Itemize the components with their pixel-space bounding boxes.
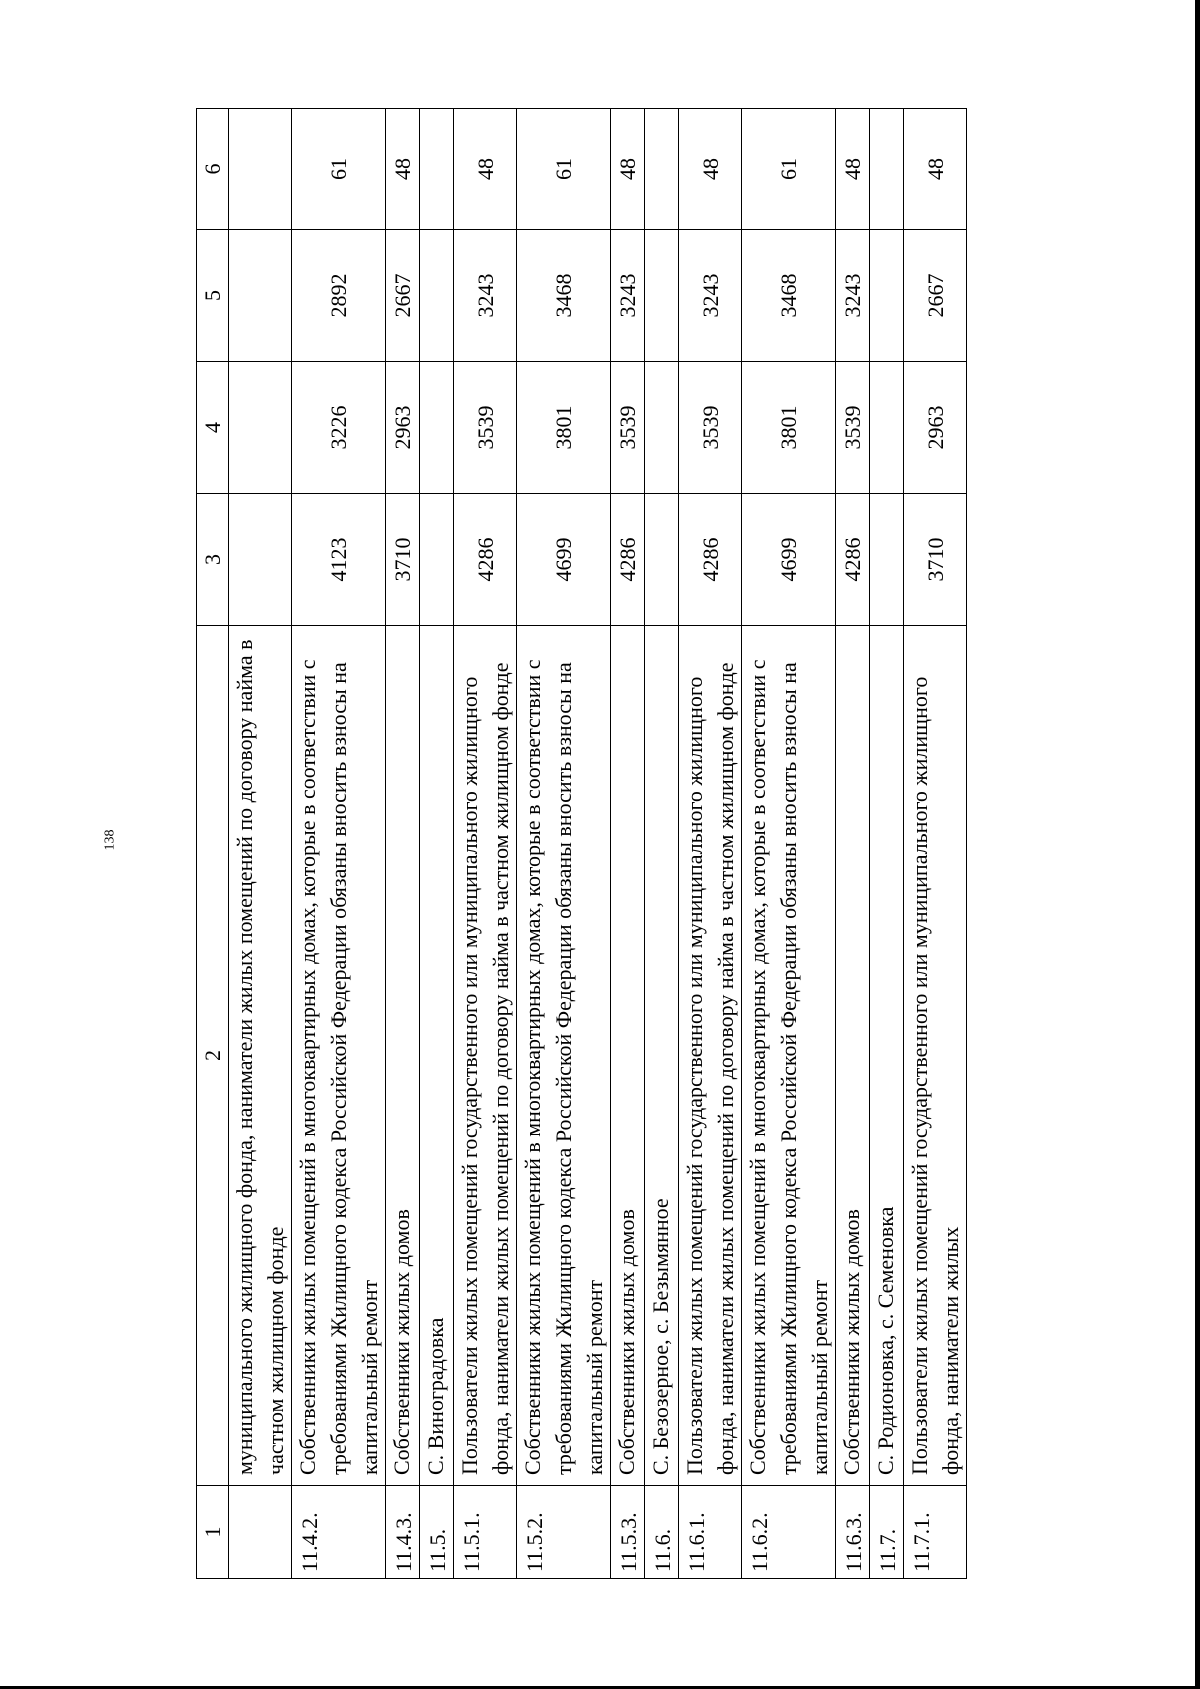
table-body bbox=[229, 109, 967, 1579]
row-col5-cell bbox=[229, 230, 292, 362]
table-row bbox=[386, 109, 420, 1579]
row-col6-cell bbox=[645, 109, 679, 230]
row-col3-cell: 4123 bbox=[292, 494, 386, 626]
row-col6-cell: 48 bbox=[386, 109, 420, 230]
row-col4-cell: 3539 bbox=[679, 362, 742, 494]
table-row bbox=[454, 109, 517, 1579]
row-col5-cell: 2892 bbox=[292, 230, 386, 362]
table-row bbox=[229, 109, 292, 1579]
row-col4-cell: 3226 bbox=[292, 362, 386, 494]
header-col-5: 5 bbox=[197, 230, 229, 362]
row-col5-cell bbox=[870, 230, 904, 362]
row-name-cell: муниципального жилищного фонда, наниматели жилых помещений по договору найма в частном жилищном фонде bbox=[229, 626, 292, 1486]
row-col5-cell: 3243 bbox=[454, 230, 517, 362]
table-row bbox=[742, 109, 836, 1579]
row-col4-cell: 2963 bbox=[386, 362, 420, 494]
table-row bbox=[645, 109, 679, 1579]
row-number-cell: 11.7.1. bbox=[904, 1486, 967, 1579]
row-col3-cell: 3710 bbox=[904, 494, 967, 626]
row-col4-cell bbox=[870, 362, 904, 494]
row-name-cell: Пользователи жилых помещений государственного или муниципального жилищного фонда, наниматели жилых помещений по договору найма в частном жилищном фонде bbox=[454, 626, 517, 1486]
row-name-cell: Собственники жилых домов bbox=[836, 626, 870, 1486]
row-name-cell: Собственники жилых помещений в многоквартирных домах, которые в соответствии с требованиями Жилищного кодекса Российской Федерации обязаны вносить взносы на капитальный ремонт bbox=[517, 626, 611, 1486]
row-col3-cell: 4286 bbox=[836, 494, 870, 626]
row-col4-cell bbox=[645, 362, 679, 494]
row-name-cell: Пользователи жилых помещений государственного или муниципального жилищного фонда, наниматели жилых bbox=[904, 626, 967, 1486]
row-col5-cell bbox=[645, 230, 679, 362]
row-col5-cell: 3243 bbox=[836, 230, 870, 362]
header-col-1: 1 bbox=[197, 1486, 229, 1579]
row-col4-cell: 3539 bbox=[611, 362, 645, 494]
header-col-3: 3 bbox=[197, 494, 229, 626]
row-number-cell: 11.6.3. bbox=[836, 1486, 870, 1579]
row-number-cell: 11.5.1. bbox=[454, 1486, 517, 1579]
page-number: 138 bbox=[102, 829, 118, 851]
table-row bbox=[904, 109, 967, 1579]
row-col3-cell bbox=[420, 494, 454, 626]
row-col4-cell: 3539 bbox=[454, 362, 517, 494]
row-col3-cell bbox=[229, 494, 292, 626]
row-name-cell: С. Виноградовка bbox=[420, 626, 454, 1486]
row-col5-cell: 3243 bbox=[611, 230, 645, 362]
row-name-cell: С. Безозерное, с. Безымянное bbox=[645, 626, 679, 1486]
row-name-cell: Пользователи жилых помещений государственного или муниципального жилищного фонда, наниматели жилых помещений по договору найма в частном жилищном фонде bbox=[679, 626, 742, 1486]
row-col3-cell: 4286 bbox=[611, 494, 645, 626]
table-row bbox=[517, 109, 611, 1579]
row-col6-cell bbox=[229, 109, 292, 230]
table-row bbox=[292, 109, 386, 1579]
row-number-cell: 11.5.2. bbox=[517, 1486, 611, 1579]
table-header-row bbox=[197, 109, 229, 1579]
row-number-cell bbox=[229, 1486, 292, 1579]
row-col3-cell bbox=[645, 494, 679, 626]
row-col4-cell: 3801 bbox=[742, 362, 836, 494]
row-col4-cell bbox=[229, 362, 292, 494]
row-name-cell: Собственники жилых домов bbox=[386, 626, 420, 1486]
row-name-cell: С. Родионовка, с. Семеновка bbox=[870, 626, 904, 1486]
header-col-4: 4 bbox=[197, 362, 229, 494]
table-row bbox=[611, 109, 645, 1579]
row-col4-cell: 3539 bbox=[836, 362, 870, 494]
row-col6-cell bbox=[870, 109, 904, 230]
row-col4-cell: 2963 bbox=[904, 362, 967, 494]
row-col6-cell: 48 bbox=[679, 109, 742, 230]
row-col6-cell: 48 bbox=[904, 109, 967, 230]
row-col5-cell: 2667 bbox=[904, 230, 967, 362]
row-col5-cell: 3468 bbox=[517, 230, 611, 362]
row-col3-cell: 3710 bbox=[386, 494, 420, 626]
row-col3-cell bbox=[870, 494, 904, 626]
row-col3-cell: 4286 bbox=[454, 494, 517, 626]
row-col6-cell: 48 bbox=[836, 109, 870, 230]
row-col3-cell: 4699 bbox=[742, 494, 836, 626]
row-col6-cell: 61 bbox=[292, 109, 386, 230]
row-col5-cell bbox=[420, 230, 454, 362]
row-name-cell: Собственники жилых домов bbox=[611, 626, 645, 1486]
row-col5-cell: 3243 bbox=[679, 230, 742, 362]
header-col-6: 6 bbox=[197, 109, 229, 230]
row-name-cell: Собственники жилых помещений в многоквартирных домах, которые в соответствии с требованиями Жилищного кодекса Российской Федерации обязаны вносить взносы на капитальный ремонт bbox=[292, 626, 386, 1486]
row-number-cell: 11.6.2. bbox=[742, 1486, 836, 1579]
table-row bbox=[870, 109, 904, 1579]
row-col6-cell: 61 bbox=[517, 109, 611, 230]
row-number-cell: 11.6. bbox=[645, 1486, 679, 1579]
row-col5-cell: 3468 bbox=[742, 230, 836, 362]
table-row bbox=[679, 109, 742, 1579]
table-row bbox=[836, 109, 870, 1579]
row-name-cell: Собственники жилых помещений в многоквартирных домах, которые в соответствии с требованиями Жилищного кодекса Российской Федерации обязаны вносить взносы на капитальный ремонт bbox=[742, 626, 836, 1486]
row-number-cell: 11.4.2. bbox=[292, 1486, 386, 1579]
row-number-cell: 11.5. bbox=[420, 1486, 454, 1579]
tariff-table-container bbox=[196, 109, 1100, 1579]
row-number-cell: 11.6.1. bbox=[679, 1486, 742, 1579]
row-col6-cell bbox=[420, 109, 454, 230]
row-number-cell: 11.7. bbox=[870, 1486, 904, 1579]
row-col3-cell: 4699 bbox=[517, 494, 611, 626]
row-col4-cell: 3801 bbox=[517, 362, 611, 494]
row-col6-cell: 61 bbox=[742, 109, 836, 230]
table-row bbox=[420, 109, 454, 1579]
scan-edge-right bbox=[1195, 0, 1200, 1689]
row-col5-cell: 2667 bbox=[386, 230, 420, 362]
row-col4-cell bbox=[420, 362, 454, 494]
tariff-table bbox=[196, 108, 967, 1579]
row-number-cell: 11.4.3. bbox=[386, 1486, 420, 1579]
row-col3-cell: 4286 bbox=[679, 494, 742, 626]
header-col-2: 2 bbox=[197, 626, 229, 1486]
row-col6-cell: 48 bbox=[611, 109, 645, 230]
row-number-cell: 11.5.3. bbox=[611, 1486, 645, 1579]
row-col6-cell: 48 bbox=[454, 109, 517, 230]
